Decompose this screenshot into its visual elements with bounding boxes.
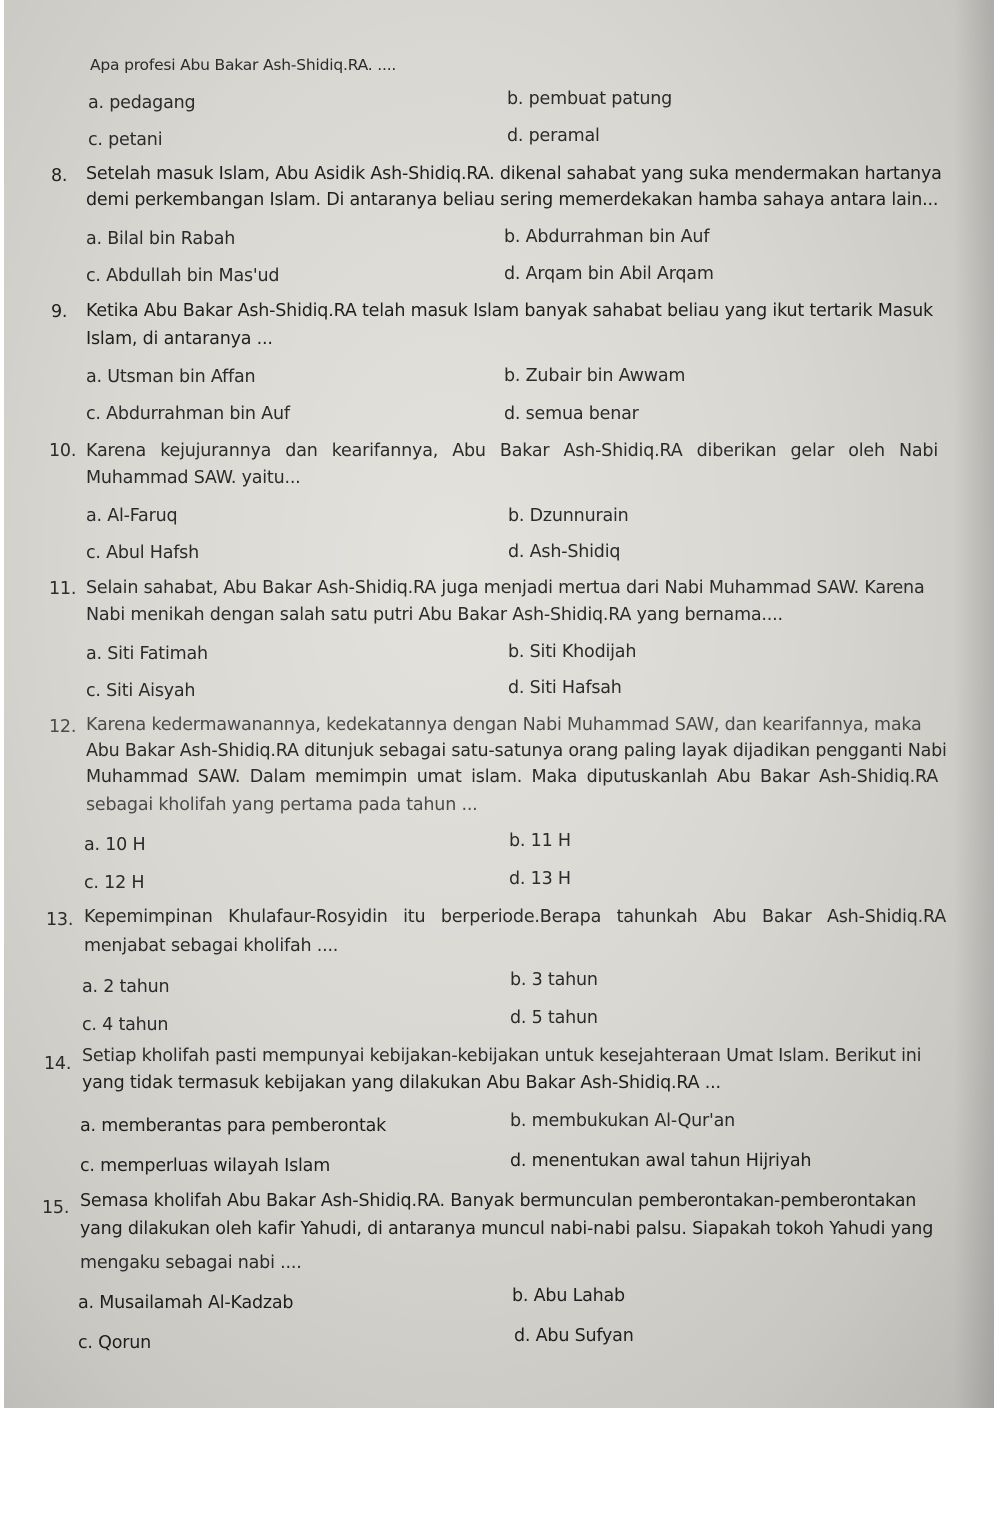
question-7-option-a: a. pedagang — [88, 93, 196, 113]
question-13-option-d: d. 5 tahun — [510, 1008, 598, 1028]
question-8-option-b: b. Abdurrahman bin Auf — [504, 227, 710, 247]
question-8-option-c: c. Abdullah bin Mas'ud — [86, 266, 280, 286]
question-13-number: 13. — [46, 910, 74, 930]
question-10-number: 10. — [49, 441, 77, 461]
question-7-option-d: d. peramal — [507, 126, 600, 146]
question-8-option-a: a. Bilal bin Rabah — [86, 229, 236, 249]
question-13-line-2: menjabat sebagai kholifah .... — [84, 936, 339, 956]
question-15-option-b: b. Abu Lahab — [512, 1286, 625, 1306]
question-11-number: 11. — [49, 579, 77, 599]
question-14-option-d: d. menentukan awal tahun Hijriyah — [510, 1151, 812, 1171]
question-15-option-d: d. Abu Sufyan — [514, 1326, 634, 1346]
question-12-line-2: Abu Bakar Ash-Shidiq.RA ditunjuk sebagai satu-satunya orang paling layak dijadikan pengganti Nabi — [86, 741, 947, 761]
question-14-line-2: yang tidak termasuk kebijakan yang dilakukan Abu Bakar Ash-Shidiq.RA ... — [82, 1073, 721, 1093]
question-8-option-d: d. Arqam bin Abil Arqam — [504, 264, 714, 284]
question-13-line-1: Kepemimpinan Khulafaur-Rosyidin itu berperiode.Berapa tahunkah Abu Bakar Ash-Shidiq.RA — [84, 907, 946, 927]
question-11-line-2: Nabi menikah dengan salah satu putri Abu Bakar Ash-Shidiq.RA yang bernama.... — [86, 605, 783, 625]
question-7-option-c: c. petani — [88, 130, 163, 150]
question-12-option-b: b. 11 H — [509, 831, 571, 851]
question-9-line-2: Islam, di antaranya ... — [86, 329, 273, 349]
question-15-line-1: Semasa kholifah Abu Bakar Ash-Shidiq.RA. Banyak bermunculan pemberontakan-pemberontakan — [80, 1191, 917, 1211]
question-10-option-b: b. Dzunnurain — [508, 506, 629, 526]
question-13-option-b: b. 3 tahun — [510, 970, 598, 990]
question-15-number: 15. — [42, 1198, 70, 1218]
question-13-option-c: c. 4 tahun — [82, 1015, 169, 1035]
question-8-number: 8. — [51, 166, 68, 186]
question-14-option-b: b. membukukan Al-Qur'an — [510, 1111, 736, 1131]
question-9-option-b: b. Zubair bin Awwam — [504, 366, 686, 386]
question-14-option-a: a. memberantas para pemberontak — [80, 1116, 387, 1136]
question-9-option-a: a. Utsman bin Affan — [86, 367, 256, 387]
question-10-line-1: Karena kejujurannya dan kearifannya, Abu Bakar Ash-Shidiq.RA diberikan gelar oleh Nabi — [86, 441, 938, 461]
question-12-line-4: sebagai kholifah yang pertama pada tahun ... — [86, 795, 478, 815]
question-14-line-1: Setiap kholifah pasti mempunyai kebijakan-kebijakan untuk kesejahteraan Umat Islam. Berikut ini — [82, 1046, 922, 1066]
question-12-option-a: a. 10 H — [84, 835, 146, 855]
question-9-line-1: Ketika Abu Bakar Ash-Shidiq.RA telah masuk Islam banyak sahabat beliau yang ikut tertarik Masuk — [86, 301, 933, 321]
question-10-option-a: a. Al-Faruq — [86, 506, 178, 526]
scanned-page — [4, 0, 994, 1408]
question-9-option-c: c. Abdurrahman bin Auf — [86, 404, 290, 424]
question-15-option-a: a. Musailamah Al-Kadzab — [78, 1293, 294, 1313]
question-12-line-3: Muhammad SAW. Dalam memimpin umat islam. Maka diputuskanlah Abu Bakar Ash-Shidiq.RA — [86, 767, 938, 787]
question-14-option-c: c. memperluas wilayah Islam — [80, 1156, 331, 1176]
question-12-option-d: d. 13 H — [509, 869, 571, 889]
question-9-number: 9. — [51, 302, 68, 322]
question-10-option-d: d. Ash-Shidiq — [508, 542, 621, 562]
question-10-line-2: Muhammad SAW. yaitu... — [86, 468, 301, 488]
question-12-option-c: c. 12 H — [84, 873, 145, 893]
question-7-option-b: b. pembuat patung — [507, 89, 673, 109]
question-15-line-2: yang dilakukan oleh kafir Yahudi, di antaranya muncul nabi-nabi palsu. Siapakah tokoh Yahudi yang — [80, 1219, 934, 1239]
question-13-option-a: a. 2 tahun — [82, 977, 170, 997]
question-11-option-c: c. Siti Aisyah — [86, 681, 196, 701]
question-14-number: 14. — [44, 1054, 72, 1074]
question-8-line-1: Setelah masuk Islam, Abu Asidik Ash-Shidiq.RA. dikenal sahabat yang suka mendermakan hartanya — [86, 164, 942, 184]
question-11-option-b: b. Siti Khodijah — [508, 642, 637, 662]
question-11-option-d: d. Siti Hafsah — [508, 678, 622, 698]
question-12-line-1: Karena kedermawanannya, kedekatannya dengan Nabi Muhammad SAW, dan kearifannya, maka — [86, 715, 922, 735]
question-11-line-1: Selain sahabat, Abu Bakar Ash-Shidiq.RA juga menjadi mertua dari Nabi Muhammad SAW. Karena — [86, 578, 925, 598]
question-15-line-3: mengaku sebagai nabi .... — [80, 1253, 302, 1273]
question-15-option-c: c. Qorun — [78, 1333, 152, 1353]
question-7-text: Apa profesi Abu Bakar Ash-Shidiq.RA. .... — [90, 56, 397, 74]
question-8-line-2: demi perkembangan Islam. Di antaranya beliau sering memerdekakan hamba sahaya antara lain... — [86, 190, 939, 210]
question-10-option-c: c. Abul Hafsh — [86, 543, 199, 563]
question-9-option-d: d. semua benar — [504, 404, 639, 424]
question-11-option-a: a. Siti Fatimah — [86, 644, 208, 664]
question-12-number: 12. — [49, 717, 77, 737]
